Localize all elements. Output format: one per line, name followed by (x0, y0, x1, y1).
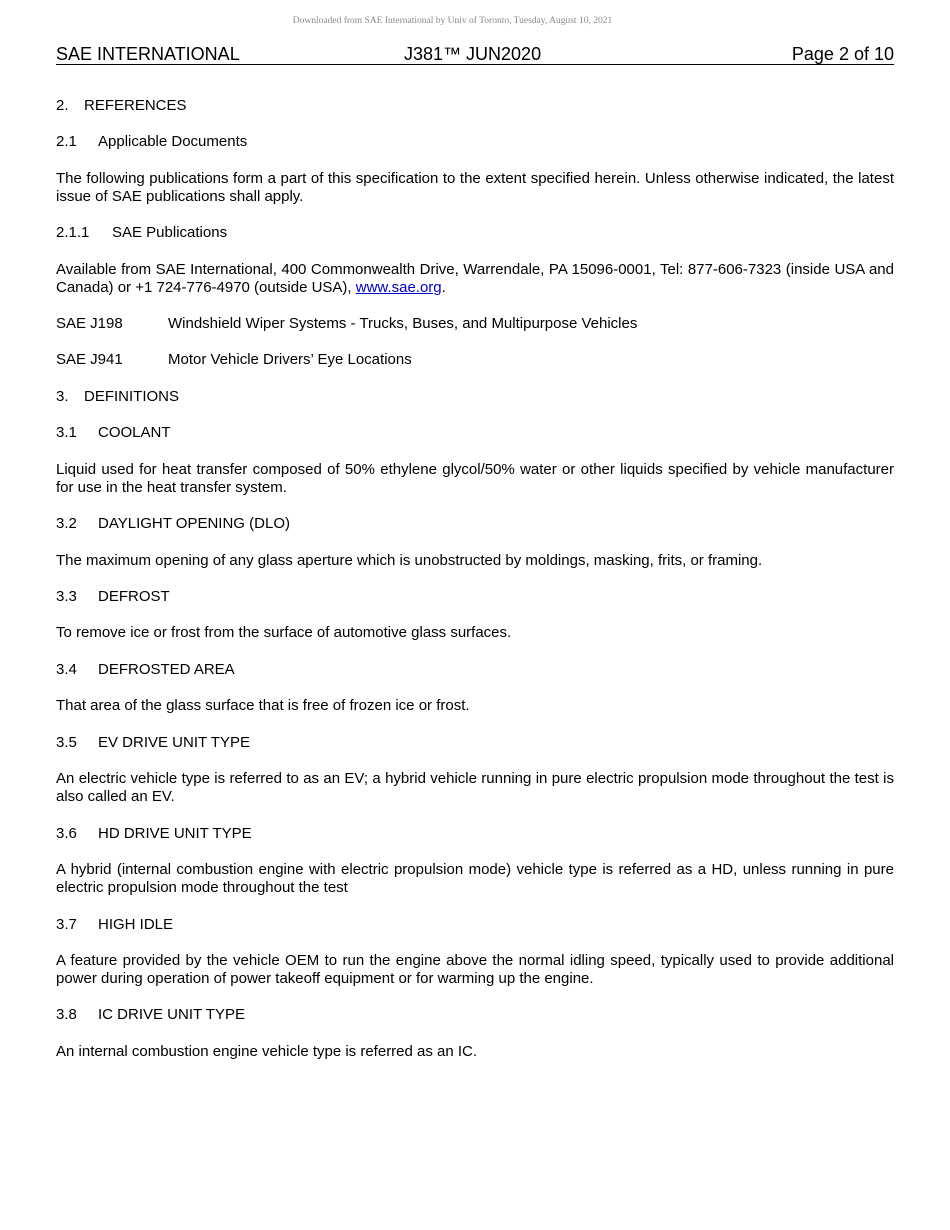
definition-body: An internal combustion engine vehicle type is referred as an IC. (56, 1043, 478, 1060)
reference-item (56, 315, 894, 333)
definition-term: HIGH IDLE (98, 916, 174, 933)
definition-body: Liquid used for heat transfer composed of 50% ethylene glycol/50% water or other liquids specified by vehicle manufacturer for use in the heat transfer system. (56, 461, 894, 496)
section-title: SAE Publications (112, 224, 228, 241)
header-org: SAE INTERNATIONAL (56, 44, 240, 64)
availability-text: Available from SAE International, 400 Commonwealth Drive, Warrendale, PA 15096-0001, Tel: 877-606-7323 (inside USA and Canada) or +1 724-776-4970 (outside USA), (56, 261, 894, 296)
definition-body: That area of the glass surface that is free of frozen ice or frost. (56, 697, 470, 714)
header-page-number: Page 2 of 10 (791, 44, 894, 64)
header-doc-id: J381™ JUN2020 (404, 44, 542, 64)
availability-text-end: . (441, 279, 446, 296)
definition-body: A feature provided by the vehicle OEM to run the engine above the normal idling speed, typically used to provide additional power during operation of power takeoff equipment or for warming up the engine. (56, 952, 894, 987)
definition-heading (56, 1006, 894, 1024)
definition-term: COOLANT (98, 424, 171, 441)
definition-heading (56, 916, 894, 934)
definition-body: An electric vehicle type is referred to as an EV; a hybrid vehicle running in pure electric propulsion mode throughout the test is also called an EV. (56, 770, 894, 805)
definition-number: 3.3 (56, 588, 77, 605)
reference-title: Motor Vehicle Drivers’ Eye Locations (168, 351, 412, 368)
definition-heading (56, 661, 894, 679)
section-number: 3. (56, 388, 69, 405)
section-heading-definitions (56, 388, 894, 406)
subsection-heading-applicable-documents (56, 133, 894, 151)
section-heading-references (56, 97, 894, 115)
section-number: 2. (56, 97, 69, 114)
reference-item (56, 351, 894, 369)
definition-number: 3.5 (56, 734, 77, 751)
page-header (56, 44, 894, 65)
definition-term: DAYLIGHT OPENING (DLO) (98, 515, 290, 532)
definition-term: EV DRIVE UNIT TYPE (98, 734, 250, 751)
definition-number: 3.1 (56, 424, 77, 441)
sae-website-link[interactable]: www.sae.org (355, 279, 442, 296)
definition-term: DEFROST (98, 588, 170, 605)
definition-heading (56, 734, 894, 752)
definition-term: DEFROSTED AREA (98, 661, 235, 678)
definition-term: IC DRIVE UNIT TYPE (98, 1006, 245, 1023)
definition-heading (56, 588, 894, 606)
reference-title: Windshield Wiper Systems - Trucks, Buses, and Multipurpose Vehicles (168, 315, 638, 332)
definition-number: 3.8 (56, 1006, 77, 1023)
section-title: Applicable Documents (98, 133, 248, 150)
definition-heading (56, 825, 894, 843)
definition-number: 3.7 (56, 916, 77, 933)
paragraph-sae-availability (56, 261, 894, 297)
section-title: REFERENCES (84, 97, 187, 114)
section-number: 2.1 (56, 133, 77, 150)
definition-term: HD DRIVE UNIT TYPE (98, 825, 252, 842)
definition-number: 3.6 (56, 825, 77, 842)
definition-body: To remove ice or frost from the surface of automotive glass surfaces. (56, 624, 512, 641)
download-watermark: Downloaded from SAE International by Univ of Toronto, Tuesday, August 10, 2021 (292, 16, 613, 26)
section-title: DEFINITIONS (84, 388, 180, 405)
section-number: 2.1.1 (56, 224, 90, 241)
reference-code: SAE J198 (56, 315, 123, 332)
definition-heading (56, 515, 894, 533)
definition-heading (56, 424, 894, 442)
definition-number: 3.4 (56, 661, 77, 678)
reference-code: SAE J941 (56, 351, 123, 368)
definition-body: The maximum opening of any glass aperture which is unobstructed by moldings, masking, frits, or framing. (56, 552, 763, 569)
definition-number: 3.2 (56, 515, 77, 532)
subsection-heading-sae-publications (56, 224, 894, 242)
definition-body: A hybrid (internal combustion engine with electric propulsion mode) vehicle type is referred as a HD, unless running in pure electric propulsion mode throughout the test (56, 861, 894, 896)
paragraph-applicable-documents: The following publications form a part of this specification to the extent specified herein. Unless otherwise indicated, the latest issue of SAE publications shall apply. (56, 170, 894, 205)
